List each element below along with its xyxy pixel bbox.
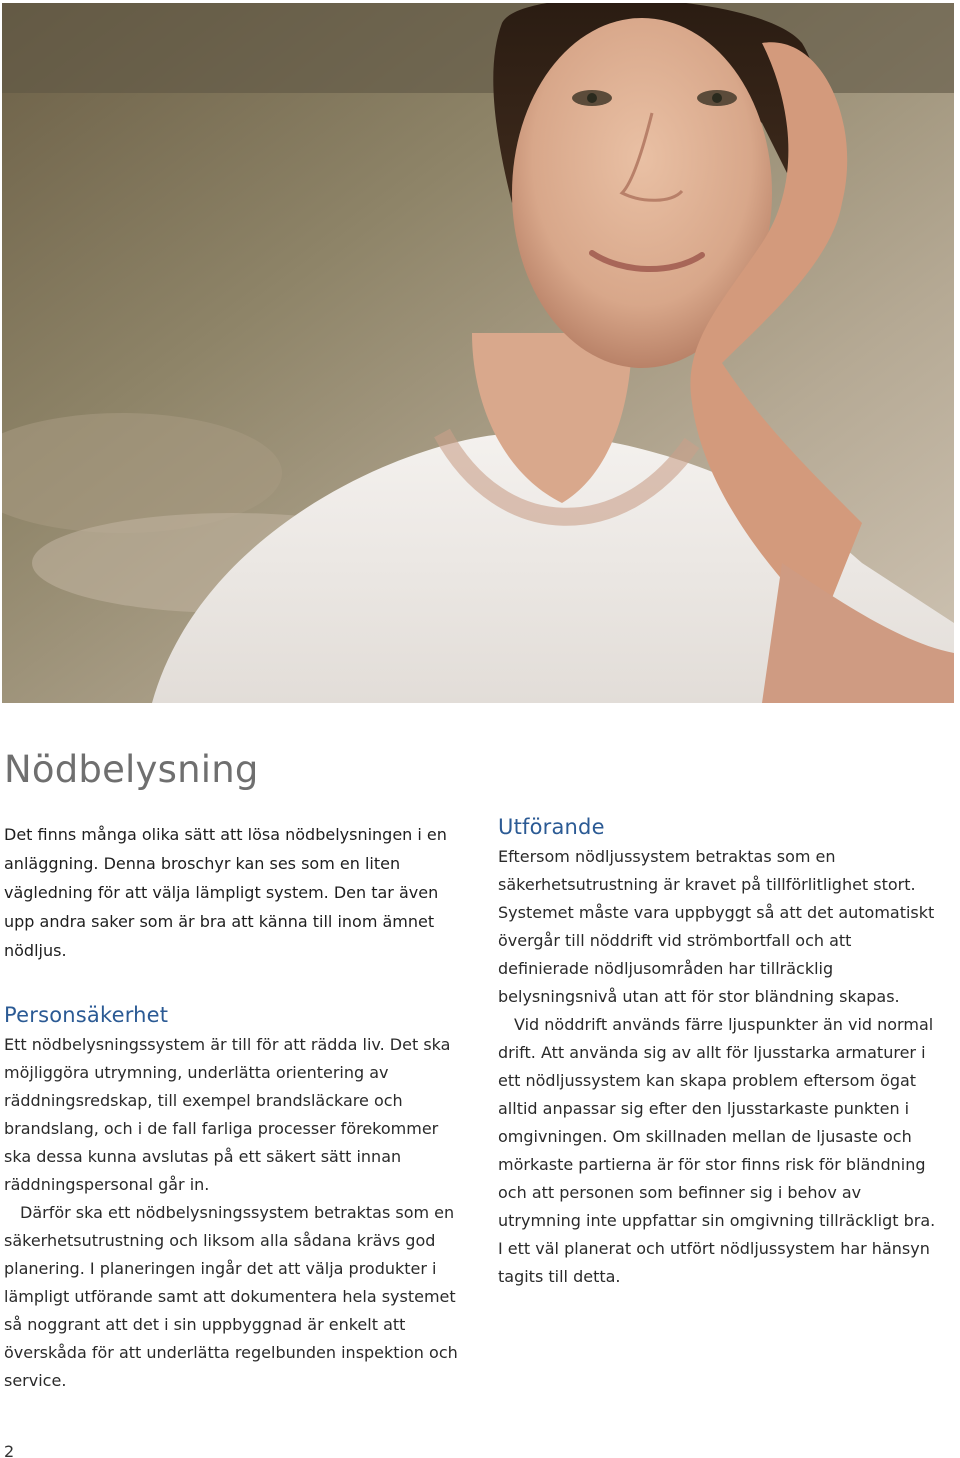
section-heading-personsakerhet: Personsäkerhet xyxy=(4,1003,169,1027)
intro-paragraph: Det finns många olika sätt att lösa nödbelysningen i en anläggning. Denna broschyr kan ses som en liten vägledning för att välja lämpligt system. Den tar även upp andra saker som är bra att känna till inom ämnet nödljus. xyxy=(4,825,447,960)
woman-portrait-photo xyxy=(2,3,954,703)
intro-section xyxy=(4,820,459,965)
section1-paragraph-2: Därför ska ett nödbelysningssystem betraktas som en säkerhetsutrustning och liksom alla sådana krävs god planering. I planeringen ingår det att välja produkter i lämpligt utförande samt att dokumentera hela systemet så noggrant att det i sin uppbyggnad är enkelt att överskåda för att underlätta regelbunden inspektion och service. xyxy=(4,1203,458,1390)
section2-paragraph-1: Eftersom nödljussystem betraktas som en säkerhetsutrustning är kravet på tillförlitlighet stort. Systemet måste vara uppbyggt så att det automatiskt övergår till nöddrift vid strömbortfall och att definierade nödljusområden har tillräcklig belysningsnivå utan att för stor bländning skapas. xyxy=(498,847,935,1006)
section-heading-utforande: Utförande xyxy=(498,815,605,839)
right-column xyxy=(498,815,938,1291)
section-body-personsakerhet xyxy=(4,1031,459,1395)
page-title: Nödbelysning xyxy=(4,748,259,791)
section2-paragraph-2: Vid nöddrift används färre ljuspunkter än vid normal drift. Att använda sig av allt för ljusstarka armaturer i ett nödljussystem kan skapa problem eftersom ögat alltid anpassar sig efter den ljusstarkaste punkten i omgivningen. Om skillnaden mellan de ljusaste och mörkaste partierna är för stor finns risk för bländning och att personen som befinner sig i behov av utrymning inte uppfattar sin omgivning tillräckligt bra. I ett väl planerat och utfört nödljussystem har hänsyn tagits till detta. xyxy=(498,1015,936,1286)
page-number: 2 xyxy=(4,1442,15,1458)
section1-paragraph-1: Ett nödbelysningssystem är till för att rädda liv. Det ska möjliggöra utrymning, underlätta orientering av räddningsredskap, till exempel brandsläckare och brandslang, och i de fall farliga processer förekommer ska dessa kunna avslutas på ett säkert sätt innan räddningspersonal går in. xyxy=(4,1035,451,1194)
section-body-utforande xyxy=(498,843,938,1291)
left-column xyxy=(4,820,459,1395)
